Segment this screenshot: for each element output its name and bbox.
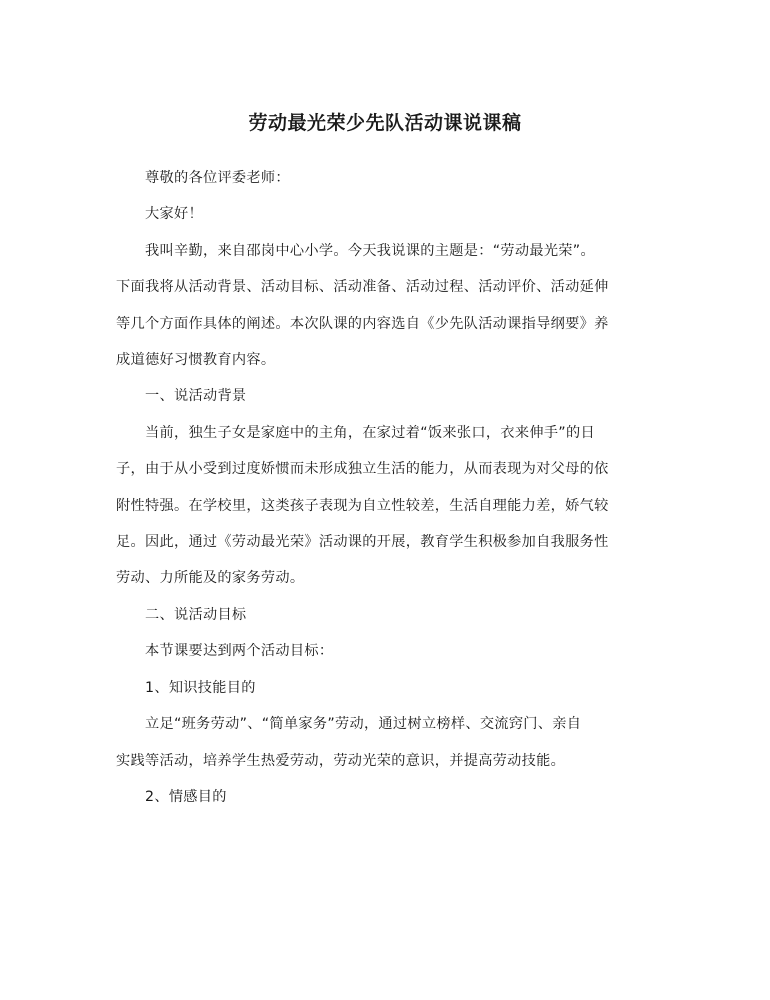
goal1-heading: 1、知识技能目的 — [145, 679, 256, 696]
goal1-line: 立足“班务劳动”、“简单家务”劳动，通过树立榜样、交流窍门、亲自 — [145, 716, 582, 733]
goals-intro-paragraph: 本节课要达到两个活动目标： — [145, 643, 334, 660]
goal2-heading: 2、情感目的 — [145, 788, 227, 805]
intro-line: 我叫辛勤，来自邵岗中心小学。今天我说课的主题是：“劳动最光荣”。 — [145, 242, 595, 259]
background-line: 当前，独生子女是家庭中的主角，在家过着“饭来张口，衣来伸手”的日 — [145, 424, 595, 441]
background-line: 附性特强。在学校里，这类孩子表现为自立性较差，生活自理能力差，娇气较 — [116, 497, 609, 514]
hello-paragraph: 大家好！ — [145, 206, 203, 223]
background-line: 子，由于从小受到过度娇惯而未形成独立生活的能力，从而表现为对父母的依 — [116, 461, 609, 478]
background-paragraph — [116, 415, 648, 597]
intro-line: 成道德好习惯教育内容。 — [116, 352, 276, 369]
section-heading-goals: 二、说活动目标 — [145, 606, 247, 623]
background-line: 足。因此，通过《劳动最光荣》活动课的开展，教育学生积极参加自我服务性 — [116, 534, 609, 551]
intro-line: 下面我将从活动背景、活动目标、活动准备、活动过程、活动评价、活动延伸 — [116, 279, 609, 296]
background-line: 劳动、力所能及的家务劳动。 — [116, 570, 305, 587]
intro-line: 等几个方面作具体的阐述。本次队课的内容选自《少先队活动课指导纲要》养 — [116, 315, 609, 332]
goal1-paragraph — [116, 706, 648, 779]
goal1-line: 实践等活动，培养学生热爱劳动，劳动光荣的意识，并提高劳动技能。 — [116, 752, 566, 769]
document-body — [116, 160, 648, 815]
greeting-paragraph: 尊敬的各位评委老师： — [145, 170, 290, 186]
intro-paragraph — [116, 233, 648, 379]
document-title: 劳动最光荣少先队活动课说课稿 — [248, 112, 522, 134]
section-heading-background: 一、说活动背景 — [145, 388, 247, 405]
